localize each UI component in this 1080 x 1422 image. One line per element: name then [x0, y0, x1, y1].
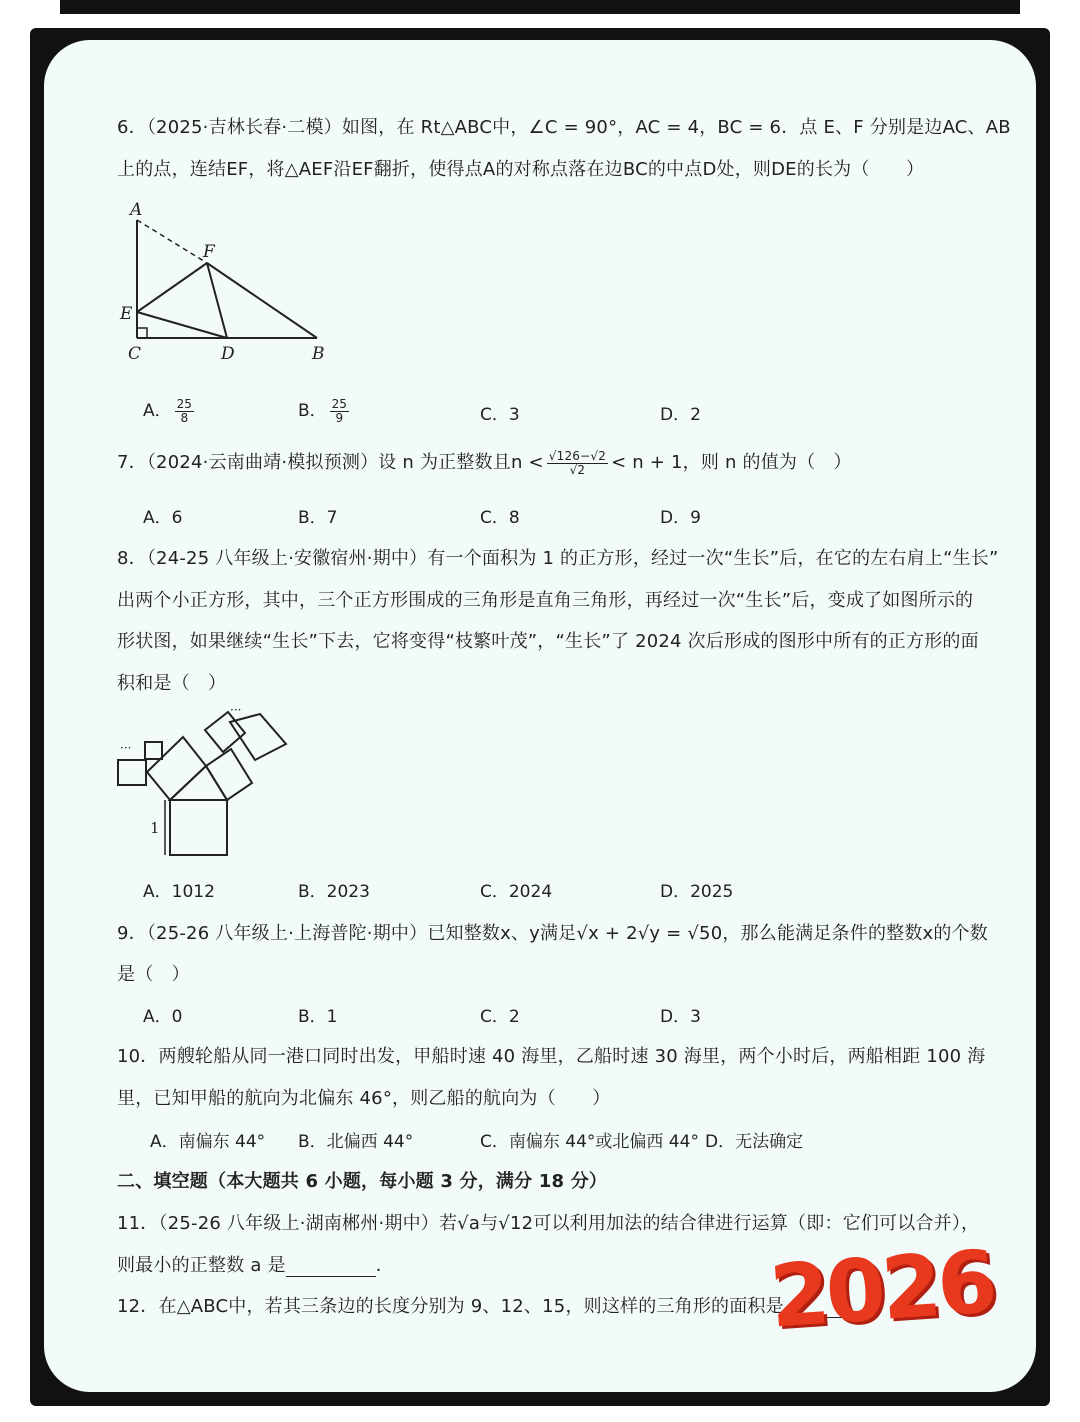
- q8-dots-left: ···: [120, 741, 132, 755]
- q10-option-d: D．无法确定: [705, 1132, 804, 1152]
- q6-option-c: C．3: [480, 405, 520, 425]
- q10-option-a: A．南偏东 44°: [150, 1132, 266, 1152]
- q6-option-a: A． $\frac{25}{8}$: [143, 396, 192, 425]
- section-2-heading: 二、填空题（本大题共 6 小题，每小题 3 分，满分 18 分）: [117, 1171, 608, 1192]
- q8-line1: 8．（24-25 八年级上·安徽宿州·期中）有一个面积为 1 的正方形，经过一次“生长”后，在它的左右肩上“生长”: [117, 548, 999, 569]
- q6-option-b: B． $\frac{25}{9}$: [298, 396, 347, 425]
- q9-line1: 9．（25-26 八年级上·上海普陀·期中）已知整数x、y满足√x + 2√y = √50，那么能满足条件的整数x的个数: [117, 923, 988, 944]
- q8-line3: 形状图，如果继续“生长”下去，它将变得“枝繁叶茂”，“生长”了 2024 次后形成的图形中所有的正方形的面: [117, 631, 979, 652]
- q9-option-a: A．0: [143, 1007, 183, 1027]
- q8-option-d: D．2025: [660, 882, 734, 902]
- q10-line2: 里，已知甲船的航向为北偏东 46°，则乙船的航向为（ ）: [117, 1088, 611, 1109]
- q8-dots-right: ···: [230, 703, 242, 717]
- q8-side-label: 1: [150, 819, 160, 837]
- q6-triangle-figure: [110, 195, 350, 370]
- q6-line1: 6．（2025·吉林长春·二模）如图，在 Rt△ABC中，∠C = 90°，AC = 4，BC = 6．点 E、F 分别是边AC、AB: [117, 117, 1011, 138]
- year-2026-sticker: 2026: [766, 1232, 997, 1348]
- q7-option-b: B．7: [298, 508, 338, 528]
- label-B: B: [312, 344, 325, 364]
- label-E: E: [120, 304, 133, 324]
- q8-option-a: A．1012: [143, 882, 215, 902]
- q9-option-c: C．2: [480, 1007, 520, 1027]
- q9-line2: 是（ ）: [117, 964, 190, 985]
- q8-option-b: B．2023: [298, 882, 370, 902]
- q7-option-d: D．9: [660, 508, 701, 528]
- q10-option-b: B．北偏西 44°: [298, 1132, 414, 1152]
- q10-line1: 10．两艘轮船从同一港口同时出发，甲船时速 40 海里，乙船时速 30 海里，两个小时后，两船相距 100 海: [117, 1046, 986, 1067]
- top-border: [60, 0, 1020, 14]
- q8-line2: 出两个小正方形，其中，三个正方形围成的三角形是直角三角形，再经过一次“生长”后，变成了如图所示的: [117, 590, 974, 611]
- label-F: F: [203, 242, 215, 262]
- q8-line4: 积和是（ ）: [117, 673, 227, 694]
- q11-line1: 11．（25-26 八年级上·湖南郴州·期中）若√a与√12可以利用加法的结合律进行运算（即：它们可以合并），: [117, 1213, 980, 1234]
- q8-option-c: C．2024: [480, 882, 553, 902]
- q11-line2: 则最小的正整数 a 是 ．: [117, 1255, 394, 1276]
- q7-option-a: A．6: [143, 508, 183, 528]
- q6-line2: 上的点，连结EF，将△AEF沿EF翻折，使得点A的对称点落在边BC的中点D处，则DE的长为（ ）: [117, 159, 925, 180]
- q12-line1: 12．在△ABC中，若其三条边的长度分别为 9、12、15，则这样的三角形的面积是: [117, 1292, 874, 1318]
- q9-option-b: B．1: [298, 1007, 338, 1027]
- q8-square-tree-figure: [110, 700, 300, 865]
- q9-option-d: D．3: [660, 1007, 701, 1027]
- q6-option-d: D．2: [660, 405, 701, 425]
- q10-option-c: C．南偏东 44°或北偏西 44°: [480, 1132, 699, 1152]
- label-A: A: [130, 200, 143, 220]
- label-D: D: [221, 344, 235, 364]
- q7-option-c: C．8: [480, 508, 520, 528]
- q7-line: 7．（2024·云南曲靖·模拟预测）设 n 为正整数且n < $\frac{√126-√2}{√2}$ < n + 1，则 n 的值为（ ）: [117, 448, 852, 477]
- label-C: C: [128, 344, 142, 364]
- q11-answer-blank: [286, 1260, 376, 1277]
